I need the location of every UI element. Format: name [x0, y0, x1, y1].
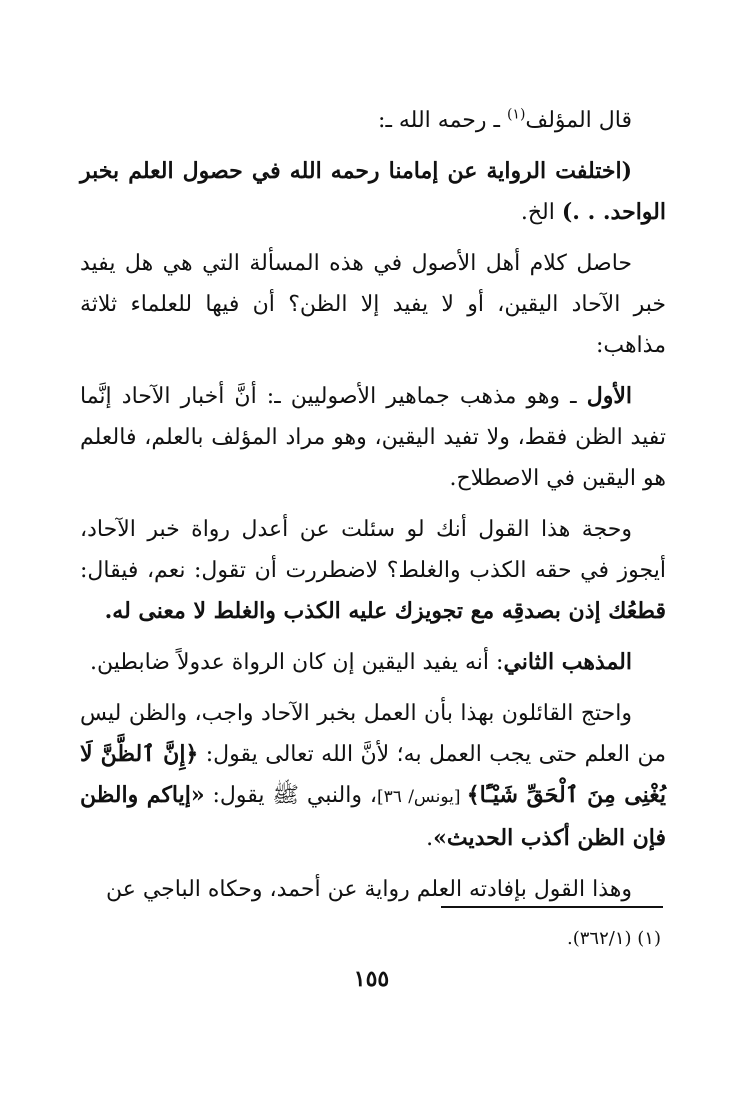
paragraph-5-text-1: واحتج القائلون بهذا بأن العمل بخبر الآحاد واجب، والظن ليس من العلم حتى يجب العمل به؛ لأنَّ الله تعالى يقول: — [80, 701, 666, 767]
paragraph-5-end: . — [426, 826, 434, 851]
paragraph-2-lead: الأول — [586, 383, 632, 409]
heading-tail: ـ رحمه الله ـ: — [378, 108, 500, 133]
quoted-text — [80, 151, 666, 233]
heading-text: قال المؤلف — [525, 108, 632, 133]
footnote — [567, 925, 661, 953]
quoted-text-tail: الخ. — [520, 200, 562, 225]
quoted-text-bold: (اختلفت الرواية عن إمامنا رحمه الله في حصول العلم بخبر الواحد. . .) — [80, 158, 666, 225]
paragraph-3-text: وحجة هذا القول أنك لو سئلت عن أعدل رواة خبر الآحاد، أيجوز في حقه الكذب والغلط؟ لاضطررت أن تقول: نعم، فيقال: — [80, 517, 666, 583]
paragraph-4-text: : أنه يفيد اليقين إن كان الرواة عدولاً ضابطين. — [90, 650, 504, 675]
hadith-quote: «إياكم والظن فإن الظن أكذب الحديث» — [80, 782, 666, 851]
footnote-text: (٣٦٢/١). — [567, 928, 632, 949]
paragraph-1: حاصل كلام أهل الأصول في هذه المسألة التي هي هل يفيد خبر الآحاد اليقين، أو لا يفيد إلا الظن؟ أن فيها للعلماء ثلاثة مذاهب: — [80, 251, 666, 358]
footnote-marker-bottom: (١) — [637, 928, 661, 949]
paragraph-2-text: ـ وهو مذهب جماهير الأصوليين ـ: أنَّ أخبار الآحاد إنَّما تفيد الظن فقط، ولا تفيد اليقين، وهو مراد المؤلف بالعلم، فالعلم هو اليقين في الاصطلاح. — [80, 384, 666, 491]
paragraph-2 — [80, 376, 666, 499]
paragraph-6: وهذا القول بإفادته العلم رواية عن أحمد، وحكاه الباجي عن — [105, 877, 632, 902]
paragraph-4-lead: المذهب الثاني — [503, 649, 632, 675]
footnote-divider — [441, 906, 663, 908]
paragraph-5 — [80, 693, 666, 859]
footnote-marker: (١) — [506, 106, 526, 123]
paragraph-3 — [80, 509, 666, 632]
paragraph-3-bold: قطعُك إذن بصدقِه مع تجويزك عليه الكذب والغلط لا معنى له. — [104, 598, 666, 624]
paragraph-5-text-2: ، والنبي ﷺ يقول: — [204, 783, 377, 808]
heading-line — [80, 100, 666, 141]
page-number: ١٥٥ — [353, 966, 390, 992]
verse-reference: [يونس/ ٣٦] — [376, 787, 467, 807]
paragraph-4 — [80, 642, 666, 683]
quran-verse: ﴿إِنَّ ٱلظَّنَّ لَا يُغْنِى مِنَ ٱلْحَقِّ شَيْـًٔا﴾ — [80, 741, 666, 808]
page-body — [80, 100, 666, 920]
